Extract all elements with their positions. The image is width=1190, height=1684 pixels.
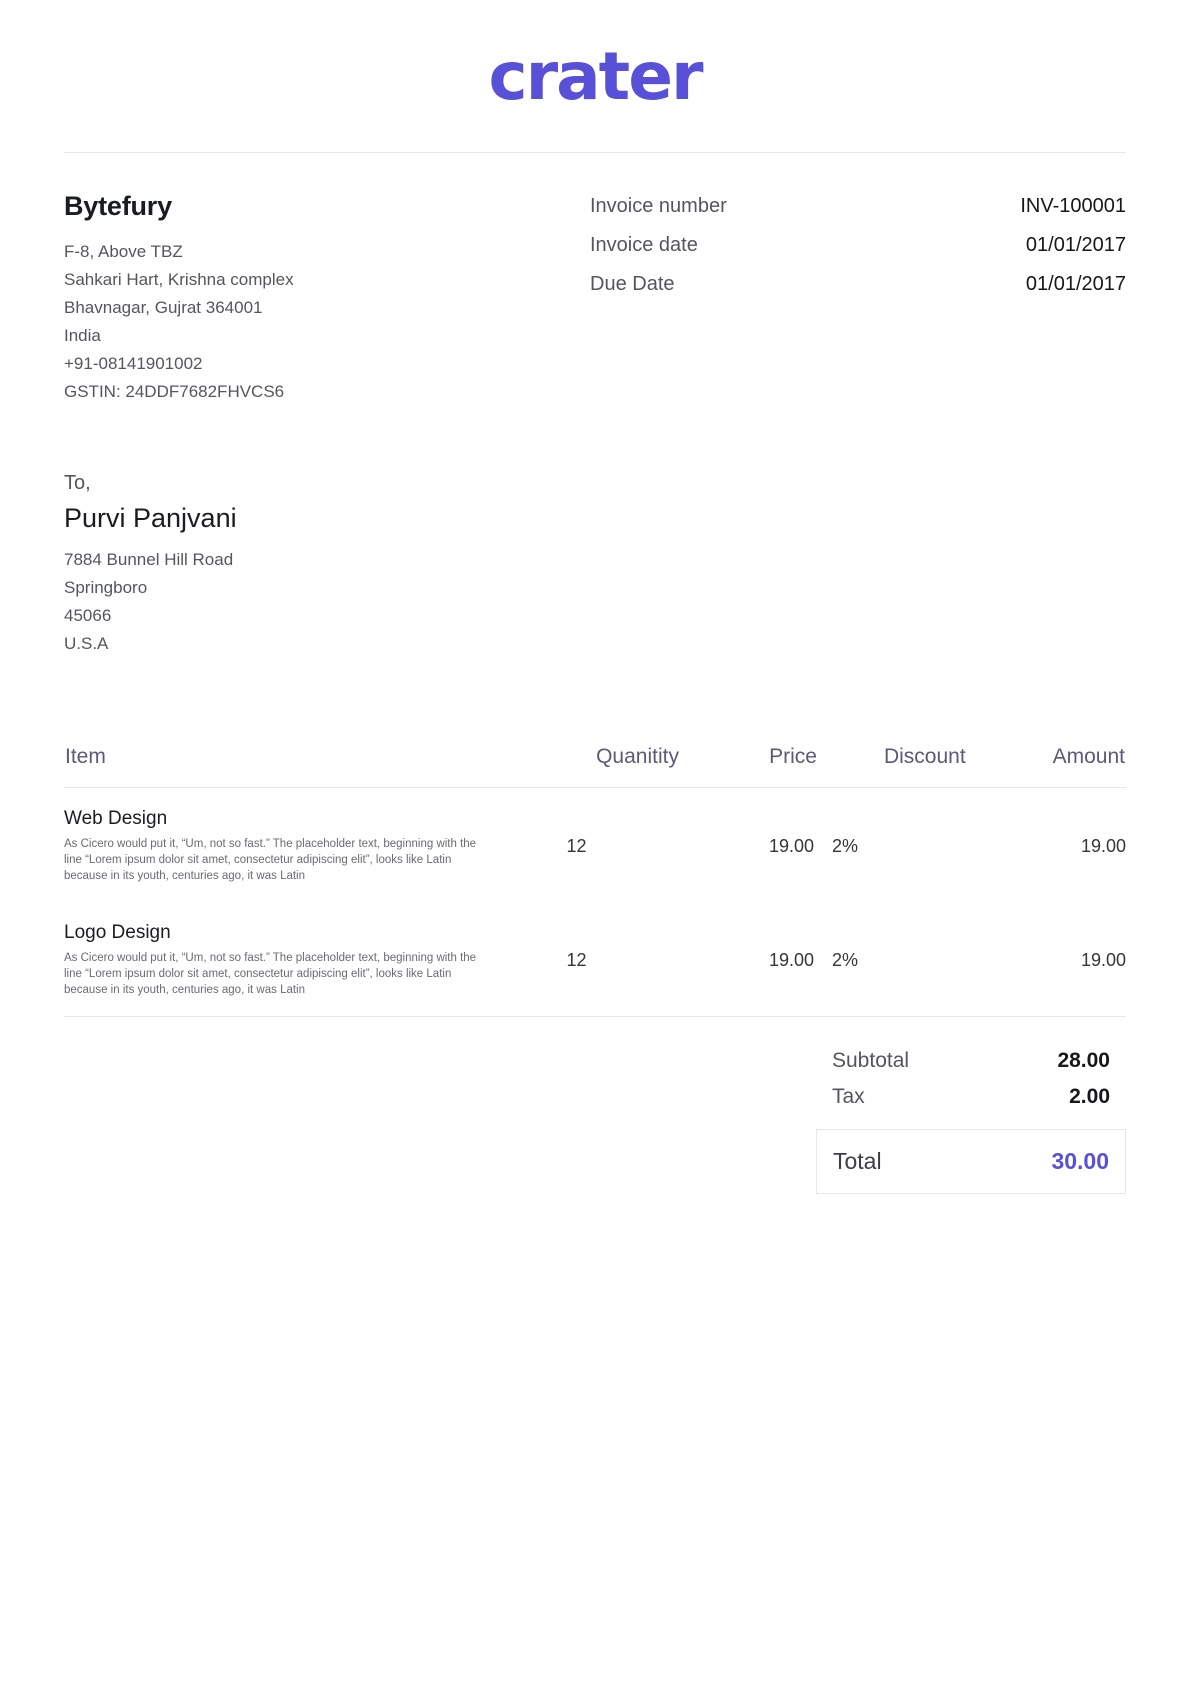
cell-item [64,902,553,1016]
brand-logo [0,0,1190,115]
item-title: Logo Design [64,922,171,943]
company-address-line: F-8, Above TBZ [64,242,183,261]
items-table [64,744,1126,1016]
table-header-row [64,744,1126,788]
subtotal-row [816,1043,1126,1079]
column-header-discount: Discount [818,744,967,788]
subtotal-value: 28.00 [1057,1049,1110,1072]
cell-price: 19.00 [768,949,814,970]
cell-item [64,788,553,903]
cell-discount: 2% [832,949,859,970]
invoice-header [0,153,1190,406]
totals-section [0,1017,1190,1194]
meta-label: Due Date [590,273,675,295]
column-header-item: Item [64,744,553,788]
totals-box [816,1043,1126,1194]
cell-quantity: 12 [566,835,587,856]
company-address-line: Bhavnagar, Gujrat 364001 [64,298,263,317]
cell-price: 19.00 [768,835,814,856]
crater-logo-text: crater [488,38,702,115]
bill-to-address-line: Springboro [64,578,148,597]
meta-row-due-date [590,273,1126,296]
item-description: As Cicero would put it, “Um, not so fast.” The placeholder text, beginning with the line “Lorem ipsum dolor sit amet, consectetur adipiscing elit”, looks like Latin because in its youth, centuries ago, it was Latin [64,952,477,996]
meta-value: 01/01/2017 [1025,273,1126,295]
bill-to-name: Purvi Panjvani [64,503,237,533]
meta-value: 01/01/2017 [1025,234,1126,256]
items-table-head [64,744,1126,788]
bill-to-address-line: 7884 Bunnel Hill Road [64,550,234,569]
meta-row-invoice-number [590,195,1126,218]
tax-label: Tax [832,1085,865,1108]
items-table-wrapper [0,658,1190,1016]
bill-to-address-line: U.S.A [64,634,109,653]
column-header-amount: Amount [967,744,1126,788]
company-phone: +91-08141901002 [64,354,203,373]
company-name: Bytefury [64,191,172,221]
column-header-price: Price [680,744,818,788]
invoice-meta-block [584,191,1126,406]
company-block [64,191,584,406]
cell-quantity: 12 [566,949,587,970]
cell-discount: 2% [832,835,859,856]
meta-row-invoice-date [590,234,1126,257]
items-table-body [64,788,1126,1017]
bill-to-block [0,406,1190,658]
company-gstin: GSTIN: 24DDF7682FHVCS6 [64,382,285,401]
company-address-line: India [64,326,101,345]
tax-value: 2.00 [1069,1085,1110,1108]
bill-to-label: To, [64,472,91,494]
table-row [64,902,1126,1016]
total-value: 30.00 [1051,1148,1109,1174]
total-label: Total [833,1148,882,1174]
table-row [64,788,1126,903]
company-address-line: Sahkari Hart, Krishna complex [64,270,294,289]
item-title: Web Design [64,808,168,829]
cell-amount: 19.00 [1080,835,1126,856]
bill-to-address-line: 45066 [64,606,112,625]
total-row [816,1129,1126,1194]
meta-value: INV-100001 [1020,195,1126,217]
column-header-quantity: Quanitity [553,744,680,788]
meta-label: Invoice date [590,234,698,256]
tax-row [816,1079,1126,1115]
meta-label: Invoice number [590,195,727,217]
subtotal-label: Subtotal [832,1049,910,1072]
item-description: As Cicero would put it, “Um, not so fast.” The placeholder text, beginning with the line “Lorem ipsum dolor sit amet, consectetur adipiscing elit”, looks like Latin because in its youth, centuries ago, it was Latin [64,838,477,882]
cell-amount: 19.00 [1080,949,1126,970]
